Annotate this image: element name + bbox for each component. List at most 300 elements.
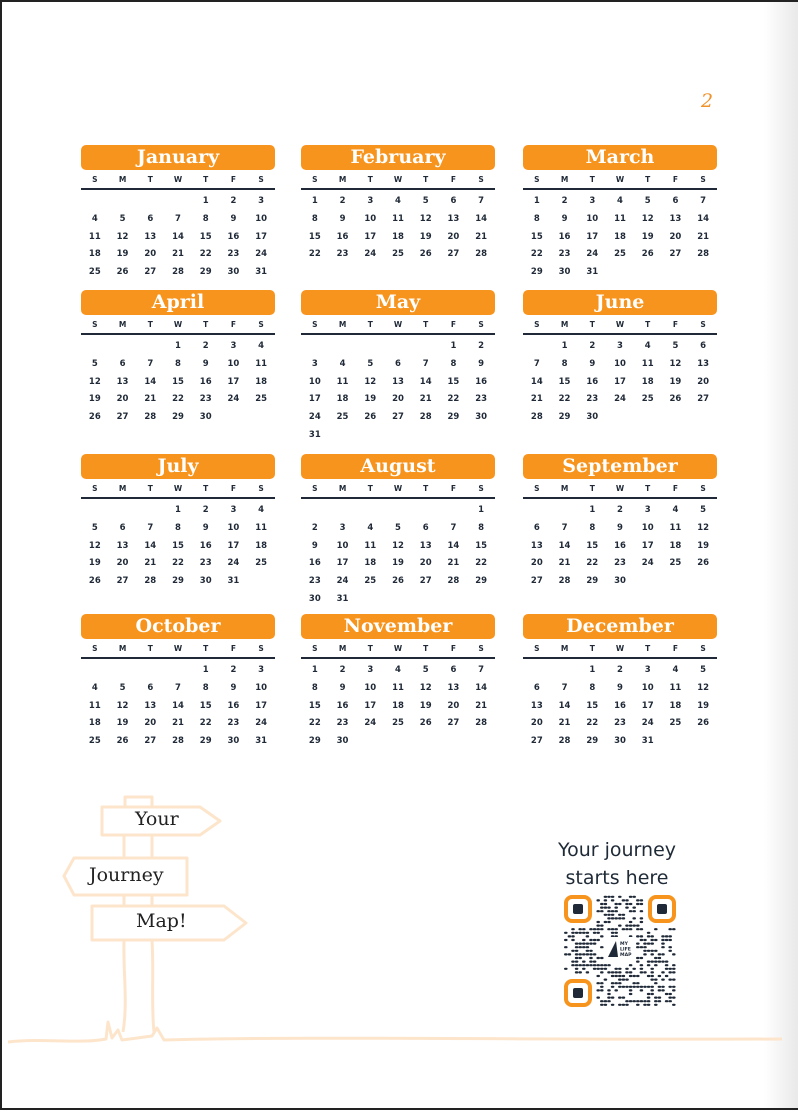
qr-module <box>571 964 575 966</box>
weekday-label: F <box>220 479 248 499</box>
day-number: 23 <box>336 718 349 729</box>
weekday-label: S <box>523 639 551 659</box>
empty-day <box>136 662 164 680</box>
day-number: 21 <box>558 558 571 569</box>
month-november <box>301 614 495 751</box>
day-number: 31 <box>336 593 349 604</box>
qr-module <box>629 925 633 927</box>
qr-module <box>665 975 669 977</box>
day-number: 11 <box>88 700 101 711</box>
day-number: 23 <box>475 394 488 405</box>
qr-module <box>604 968 608 970</box>
weekday-label: M <box>329 315 357 335</box>
day-number: 24 <box>227 558 240 569</box>
day-number: 10 <box>336 540 349 551</box>
day-number: 11 <box>669 522 682 533</box>
qr-module <box>578 971 582 973</box>
month-title: February <box>301 145 495 170</box>
day-number: 16 <box>336 700 349 711</box>
day-number: 9 <box>230 213 237 224</box>
month-title: April <box>81 290 275 315</box>
day-number: 30 <box>199 412 212 423</box>
empty-day <box>523 502 551 520</box>
day-number: 7 <box>175 213 181 224</box>
qr-module <box>647 935 651 937</box>
qr-module <box>604 903 608 905</box>
day-number: 28 <box>475 718 488 729</box>
day-number: 27 <box>447 718 460 729</box>
weekday-label: S <box>467 479 495 499</box>
qr-module <box>654 997 658 999</box>
day-number: 20 <box>447 231 460 242</box>
day-number: 8 <box>311 213 318 224</box>
day-number: 19 <box>364 394 377 405</box>
day-number: 4 <box>258 341 265 351</box>
day-number: 15 <box>586 700 599 711</box>
day-number: 25 <box>88 267 101 278</box>
day-number: 30 <box>308 593 321 604</box>
day-number: 13 <box>419 540 432 551</box>
day-number: 3 <box>311 358 318 369</box>
qr-module <box>607 1000 611 1002</box>
qr-module <box>636 957 640 959</box>
day-number: 24 <box>336 576 349 587</box>
day-number: 24 <box>641 558 654 569</box>
qr-module <box>614 968 618 970</box>
empty-day <box>109 193 137 211</box>
qr-module <box>575 946 579 948</box>
day-number: 16 <box>199 376 212 387</box>
weekday-label: T <box>192 170 220 190</box>
day-number: 4 <box>91 213 98 224</box>
day-number: 23 <box>227 718 240 729</box>
qr-module <box>625 907 629 909</box>
day-number: 14 <box>697 213 710 224</box>
day-number: 14 <box>475 213 488 224</box>
day-number: 9 <box>202 358 209 369</box>
qr-module <box>575 943 579 945</box>
qr-module <box>643 971 647 973</box>
qr-module <box>668 986 672 988</box>
qr-module <box>629 993 633 995</box>
day-number: 20 <box>144 718 157 729</box>
weekday-label: T <box>578 170 606 190</box>
qr-module <box>586 935 590 937</box>
day-number: 19 <box>88 558 101 569</box>
day-number: 18 <box>614 231 626 242</box>
qr-module <box>611 932 615 934</box>
qr-module <box>665 964 669 966</box>
day-number: 28 <box>144 412 157 423</box>
day-number: 13 <box>697 358 710 369</box>
qr-module <box>632 986 636 988</box>
day-number: 17 <box>227 540 240 551</box>
day-number: 15 <box>308 231 321 242</box>
day-number: 29 <box>558 412 571 423</box>
weekday-label: T <box>192 315 220 335</box>
qr-module <box>589 953 593 955</box>
qr-module <box>596 982 600 984</box>
day-number: 24 <box>255 249 268 260</box>
weekday-label: S <box>523 315 551 335</box>
day-number: 17 <box>614 376 626 387</box>
qr-module <box>600 957 604 959</box>
day-number: 28 <box>447 576 460 587</box>
day-number: 26 <box>641 249 654 260</box>
weekday-label: M <box>329 639 357 659</box>
day-number: 30 <box>336 736 349 747</box>
day-number: 4 <box>395 665 401 675</box>
day-number: 19 <box>116 249 129 260</box>
day-number: 22 <box>558 394 571 405</box>
qr-module <box>604 899 608 901</box>
qr-module <box>618 979 622 981</box>
weekday-label: W <box>384 479 412 499</box>
qr-code[interactable] <box>564 895 676 1007</box>
qr-module <box>593 932 597 934</box>
day-number: 21 <box>530 394 543 405</box>
qr-module <box>618 986 622 988</box>
month-grid <box>81 639 275 751</box>
weekday-label: S <box>467 315 495 335</box>
day-number: 2 <box>617 665 623 675</box>
day-number: 14 <box>558 540 571 551</box>
qr-module <box>632 917 636 919</box>
weekday-label: S <box>467 170 495 190</box>
qr-module <box>607 896 611 898</box>
qr-module <box>658 986 662 988</box>
day-number: 7 <box>175 682 181 693</box>
qr-module <box>643 986 647 988</box>
signpost-word-your: Your <box>135 808 179 830</box>
qr-module <box>586 964 590 966</box>
qr-module <box>600 964 604 966</box>
qr-module <box>658 1000 662 1002</box>
day-number: 1 <box>589 665 596 675</box>
day-number: 26 <box>88 412 101 423</box>
empty-day <box>356 338 384 356</box>
weekday-label: T <box>356 479 384 499</box>
day-number: 2 <box>339 665 346 675</box>
day-number: 31 <box>308 429 321 440</box>
month-january <box>81 145 275 282</box>
month-grid <box>81 315 275 427</box>
day-number: 6 <box>450 665 457 675</box>
weekday-label: S <box>301 639 329 659</box>
weekday-label: F <box>440 639 468 659</box>
qr-module <box>593 943 597 945</box>
qr-module <box>625 1000 629 1002</box>
qr-module <box>604 914 608 916</box>
weekday-label: M <box>109 639 137 659</box>
day-number: 14 <box>172 231 184 242</box>
month-title: November <box>301 614 495 639</box>
weekday-label: M <box>551 315 579 335</box>
day-number: 13 <box>144 231 157 242</box>
qr-module <box>571 939 575 941</box>
qr-module <box>600 903 604 905</box>
day-number: 23 <box>614 558 626 569</box>
day-number: 26 <box>419 718 432 729</box>
qr-module <box>571 950 575 952</box>
day-number: 22 <box>199 718 212 729</box>
day-number: 19 <box>88 394 101 405</box>
month-september <box>523 454 717 591</box>
day-number: 7 <box>422 358 429 369</box>
day-number: 19 <box>419 700 432 711</box>
qr-module <box>596 957 600 959</box>
qr-module <box>593 961 597 963</box>
weekday-label: S <box>247 315 275 335</box>
qr-module <box>593 928 597 930</box>
day-number: 5 <box>119 682 126 693</box>
day-number: 21 <box>558 718 571 729</box>
qr-module <box>614 928 618 930</box>
day-number: 12 <box>116 231 129 242</box>
day-number: 11 <box>255 522 268 533</box>
qr-module <box>632 1000 636 1002</box>
day-number: 3 <box>258 196 265 206</box>
day-number: 3 <box>258 665 265 675</box>
qr-module <box>596 975 600 977</box>
day-number: 24 <box>641 718 654 729</box>
day-number: 29 <box>199 736 212 747</box>
month-title: May <box>301 290 495 315</box>
day-number: 17 <box>227 376 240 387</box>
weekday-label: F <box>662 315 690 335</box>
qr-module <box>636 943 640 945</box>
empty-day <box>164 193 192 211</box>
qr-module <box>618 982 622 984</box>
day-number: 4 <box>339 358 346 369</box>
qr-module <box>661 946 665 948</box>
qr-module <box>668 971 672 973</box>
day-number: 29 <box>530 267 543 278</box>
qr-module <box>636 975 640 977</box>
empty-day <box>440 502 468 520</box>
weekday-label: T <box>634 315 662 335</box>
day-number: 1 <box>450 341 457 351</box>
day-number: 29 <box>172 576 184 587</box>
qr-module <box>661 961 665 963</box>
qr-module <box>647 964 651 966</box>
day-number: 22 <box>199 249 212 260</box>
qr-module <box>650 989 654 991</box>
day-number: 7 <box>700 196 707 206</box>
qr-module <box>611 914 615 916</box>
day-number: 6 <box>147 213 154 224</box>
day-number: 31 <box>255 736 268 747</box>
weekday-label: T <box>634 479 662 499</box>
qr-module <box>647 950 651 952</box>
qr-module <box>668 997 672 999</box>
qr-module <box>586 943 590 945</box>
empty-day <box>81 662 109 680</box>
day-number: 9 <box>311 540 318 551</box>
qr-module <box>622 986 626 988</box>
day-number: 25 <box>669 718 682 729</box>
day-number: 3 <box>617 341 623 351</box>
day-number: 15 <box>199 700 212 711</box>
day-number: 11 <box>336 376 349 387</box>
qr-module <box>607 907 611 909</box>
day-number: 15 <box>172 376 184 387</box>
qr-module <box>582 928 586 930</box>
signpost-word-map: Map! <box>136 910 187 932</box>
qr-module <box>672 1004 676 1006</box>
day-number: 18 <box>364 558 377 569</box>
day-number: 11 <box>392 213 404 224</box>
qr-module <box>607 910 611 912</box>
day-number: 22 <box>172 394 184 405</box>
qr-module <box>665 935 669 937</box>
qr-module <box>604 964 608 966</box>
day-number: 15 <box>475 540 488 551</box>
day-number: 4 <box>644 341 651 351</box>
qr-module <box>625 899 629 901</box>
weekday-label: S <box>523 170 551 190</box>
day-number: 20 <box>697 376 710 387</box>
day-number: 30 <box>586 412 599 423</box>
qr-module <box>643 939 647 941</box>
qr-module <box>650 993 654 995</box>
weekday-label: T <box>356 639 384 659</box>
day-number: 23 <box>308 576 321 587</box>
qr-module <box>589 939 593 941</box>
qr-module <box>614 917 618 919</box>
day-number: 28 <box>558 576 571 587</box>
day-number: 24 <box>364 718 377 729</box>
weekday-label: S <box>467 639 495 659</box>
qr-module <box>629 986 633 988</box>
qr-module <box>636 899 640 901</box>
day-number: 10 <box>227 522 240 533</box>
day-number: 27 <box>419 576 432 587</box>
day-number: 5 <box>644 196 651 206</box>
weekday-label: F <box>440 479 468 499</box>
month-title: June <box>523 290 717 315</box>
day-number: 23 <box>558 249 571 260</box>
day-number: 30 <box>558 267 571 278</box>
day-number: 29 <box>308 736 321 747</box>
day-number: 16 <box>614 540 626 551</box>
qr-module <box>582 953 586 955</box>
day-number: 20 <box>419 558 432 569</box>
day-number: 1 <box>533 196 540 206</box>
weekday-label: S <box>689 639 717 659</box>
day-number: 29 <box>447 412 460 423</box>
weekday-label: T <box>136 315 164 335</box>
weekday-label: T <box>578 479 606 499</box>
day-number: 6 <box>672 196 679 206</box>
qr-module <box>640 899 644 901</box>
day-number: 14 <box>144 540 157 551</box>
month-may <box>301 290 495 445</box>
day-number: 13 <box>447 682 460 693</box>
day-number: 7 <box>478 196 485 206</box>
qr-module <box>665 993 669 995</box>
qr-module <box>632 896 636 898</box>
month-april <box>81 290 275 427</box>
qr-finder-center <box>657 904 667 914</box>
qr-module <box>636 903 640 905</box>
day-number: 24 <box>255 718 268 729</box>
day-number: 27 <box>144 267 157 278</box>
weekday-label: M <box>109 170 137 190</box>
day-number: 26 <box>116 736 129 747</box>
day-number: 19 <box>697 540 710 551</box>
qr-module <box>650 975 654 977</box>
day-number: 26 <box>419 249 432 260</box>
day-number: 21 <box>172 718 184 729</box>
weekday-label: T <box>412 315 440 335</box>
qr-module <box>607 917 611 919</box>
qr-module <box>625 1004 629 1006</box>
qr-module <box>582 946 586 948</box>
day-number: 3 <box>339 522 346 533</box>
day-number: 27 <box>697 394 710 405</box>
qr-module <box>668 939 672 941</box>
weekday-label: S <box>81 639 109 659</box>
qr-module <box>589 950 593 952</box>
qr-finder-center <box>573 904 583 914</box>
weekday-label: S <box>247 479 275 499</box>
day-number: 22 <box>447 394 460 405</box>
qr-module <box>661 939 665 941</box>
qr-module <box>640 921 644 923</box>
empty-day <box>384 502 412 520</box>
qr-module <box>625 979 629 981</box>
qr-module <box>640 917 644 919</box>
day-number: 16 <box>227 700 240 711</box>
day-number: 8 <box>561 358 568 369</box>
qr-module <box>596 989 600 991</box>
qr-module <box>578 928 582 930</box>
weekday-label: F <box>662 479 690 499</box>
day-number: 2 <box>561 196 568 206</box>
month-grid <box>301 479 495 609</box>
day-number: 2 <box>311 522 318 533</box>
day-number: 5 <box>91 358 98 369</box>
qr-module <box>600 968 604 970</box>
day-number: 7 <box>147 522 154 533</box>
qr-module <box>636 925 640 927</box>
qr-module <box>672 928 676 930</box>
day-number: 1 <box>175 341 181 351</box>
day-number: 26 <box>116 267 129 278</box>
day-number: 16 <box>558 231 571 242</box>
qr-module <box>647 993 651 995</box>
day-number: 3 <box>644 665 651 675</box>
qr-module <box>640 910 644 912</box>
empty-day <box>136 193 164 211</box>
qr-module <box>622 997 626 999</box>
qr-module <box>611 928 615 930</box>
day-number: 4 <box>395 196 401 206</box>
qr-module <box>647 1004 651 1006</box>
day-number: 25 <box>614 249 626 260</box>
month-october <box>81 614 275 751</box>
day-number: 2 <box>478 341 485 351</box>
qr-module <box>607 921 611 923</box>
qr-module <box>611 975 615 977</box>
day-number: 13 <box>144 700 157 711</box>
qr-module <box>625 968 629 970</box>
day-number: 18 <box>88 718 101 729</box>
qr-module <box>564 953 568 955</box>
day-number: 5 <box>395 522 401 533</box>
qr-module <box>568 953 572 955</box>
